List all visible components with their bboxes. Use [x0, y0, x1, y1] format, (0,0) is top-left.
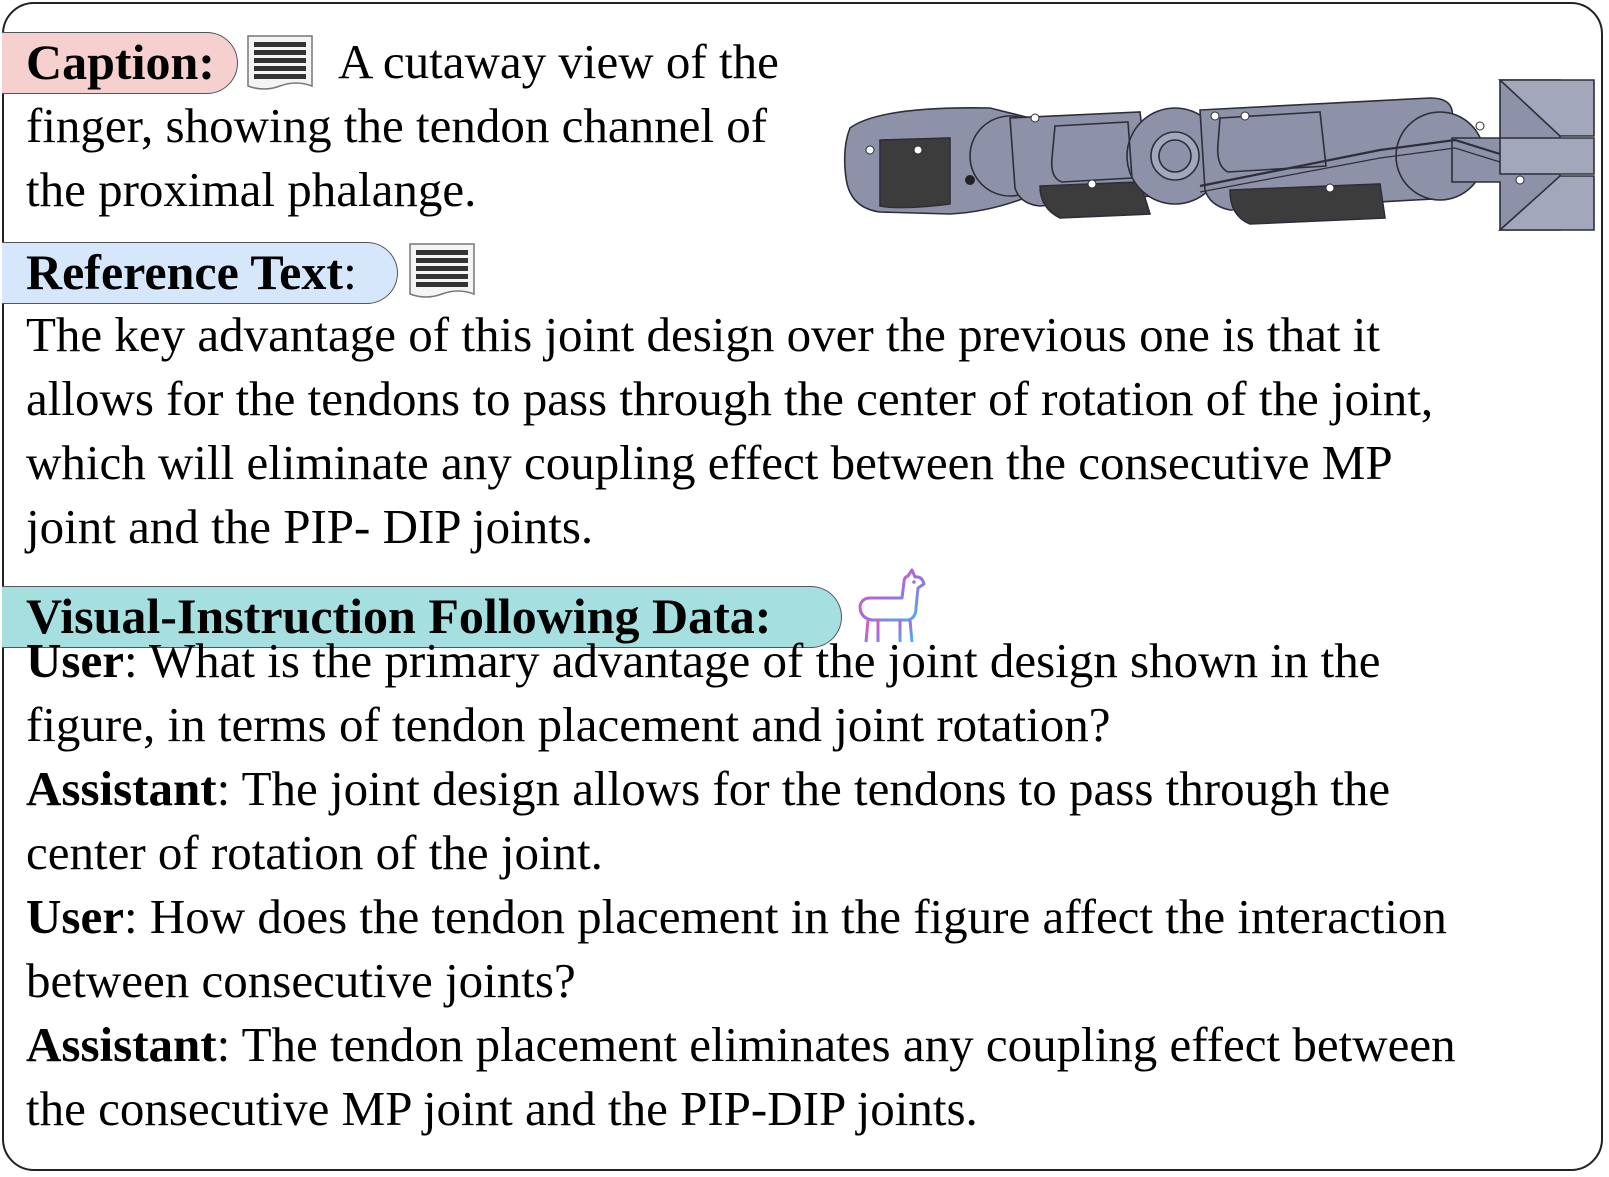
dialogue-turn-1-line-2: figure, in terms of tendon placement and joint rotation?	[26, 697, 1111, 752]
caption-label: Caption:	[2, 32, 238, 94]
reference-text-line-2: allows for the tendons to pass through the center of rotation of the joint,	[26, 371, 1434, 426]
speaker-assistant: Assistant	[26, 761, 217, 816]
speaker-user: User	[26, 889, 124, 944]
dialogue-turn-2-line-2: center of rotation of the joint.	[26, 825, 603, 880]
document-icon	[246, 34, 314, 96]
visual-instruction-label: Visual-Instruction Following Data:	[2, 586, 842, 648]
reference-text-label: Reference Text:	[2, 242, 398, 304]
reference-text-line-1: The key advantage of this joint design over the previous one is that it	[26, 307, 1380, 362]
speaker-assistant: Assistant	[26, 1017, 217, 1072]
caption-text-line-2: finger, showing the tendon channel of	[26, 98, 768, 153]
dialogue-turn-2-line-1: Assistant: The joint design allows for the tendons to pass through the	[26, 761, 1391, 816]
dialogue-turn-3-line-1: User: How does the tendon placement in the figure affect the interaction	[26, 889, 1447, 944]
caption-text-line-1: A cutaway view of the	[338, 34, 779, 89]
document-icon	[408, 242, 476, 304]
finger-cutaway-figure	[840, 78, 1596, 243]
dialogue-turn-4-line-1: Assistant: The tendon placement eliminates any coupling effect between	[26, 1017, 1456, 1072]
speaker-user: User	[26, 633, 124, 688]
caption-text-line-3: the proximal phalange.	[26, 162, 477, 217]
reference-text-line-4: joint and the PIP- DIP joints.	[26, 499, 594, 554]
dialogue-turn-1-line-1: User: What is the primary advantage of the joint design shown in the	[26, 633, 1381, 688]
dialogue-turn-4-line-2: the consecutive MP joint and the PIP-DIP joints.	[26, 1081, 978, 1136]
reference-text-line-3: which will eliminate any coupling effect between the consecutive MP	[26, 435, 1393, 490]
dialogue-turn-3-line-2: between consecutive joints?	[26, 953, 576, 1008]
